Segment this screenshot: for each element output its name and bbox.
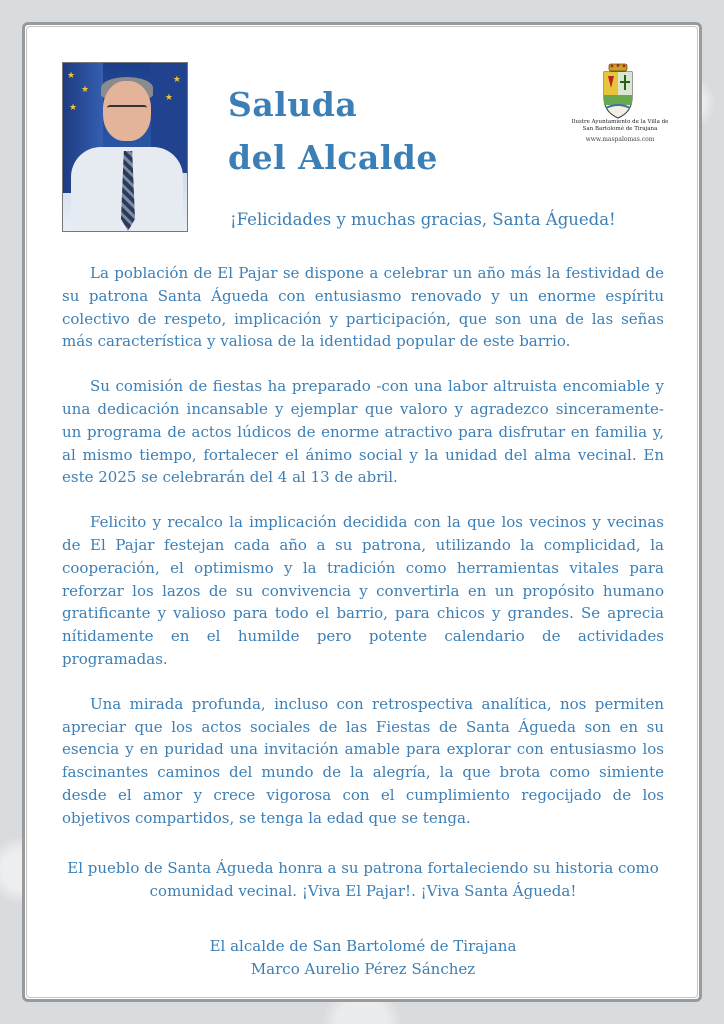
title-line-1: Saluda: [228, 85, 358, 124]
paragraph-1: La población de El Pajar se dispone a celebrar un año más la festividad de su patrona Santa Águeda con entusiasmo renovado y un enorme espíritu colectivo de respeto, implicación y participación, que son una de las señas más característica y valiosa de la identidad popular de este barrio.: [62, 264, 664, 351]
closing-statement: [62, 857, 664, 903]
crest-url: www.maspalomas.com: [585, 136, 655, 143]
closing-line-2: comunidad vecinal. ¡Viva El Pajar!. ¡Viva Santa Águeda!: [149, 882, 577, 900]
signature-name: Marco Aurelio Pérez Sánchez: [250, 960, 476, 978]
paragraph-2: Su comisión de fiestas ha preparado -con una labor altruista encomiable y una dedicación incansable y ejemplar que valoro y agradezco sinceramente- un programa de actos lúdicos de enorme atractivo para disfrutar en familia y, al mismo tiempo, fortalecer el ánimo social y la unidad del alma vecinal. En este 2025 se celebrarán del 4 al 13 de abril.: [62, 377, 664, 487]
closing-line-1: El pueblo de Santa Águeda honra a su patrona fortaleciendo su historia como: [67, 859, 659, 877]
crest-line-2: San Bartolomé de Tirajana: [582, 126, 658, 132]
letter-body: [62, 262, 664, 852]
paragraph-3: Felicito y recalco la implicación decidida con la que los vecinos y vecinas de El Pajar festejan cada año a su patrona, utilizando la complicidad, la cooperación, el optimismo y la tradición como herramientas vitales para reforzar los lazos de su convivencia y convertirla en un propósito humano gratificante y valioso para todo el barrio, para chicos y grandes. Se aprecia nítidamente en el humilde pero potente calendario de actividades programadas.: [62, 513, 664, 668]
mayor-photo: ★ ★ ★ ★ ★: [62, 62, 188, 232]
crest-line-1: Ilustre Ayuntamiento de la Villa de: [571, 119, 669, 125]
paragraph-4: Una mirada profunda, incluso con retrospectiva analítica, nos permiten apreciar que los actos sociales de las Fiestas de Santa Águeda son en su esencia y en puridad una invitación amable para explorar con entusiasmo los fascinantes caminos del mundo de la alegría, la que brota como simiente desde el amor y crece vigorosa con el cumplimiento regocijado de los objetivos compartidos, se tenga la edad que se tenga.: [62, 694, 664, 827]
page-title: [228, 78, 528, 184]
signature-title: El alcalde de San Bartolomé de Tirajana: [209, 937, 517, 955]
crest-institution-text: [560, 119, 680, 133]
signature: [62, 935, 664, 981]
coat-of-arms-logo: [598, 62, 638, 122]
title-line-2: del Alcalde: [228, 138, 438, 177]
greeting-heading: ¡Felicidades y muchas gracias, Santa Águeda!: [230, 210, 616, 229]
